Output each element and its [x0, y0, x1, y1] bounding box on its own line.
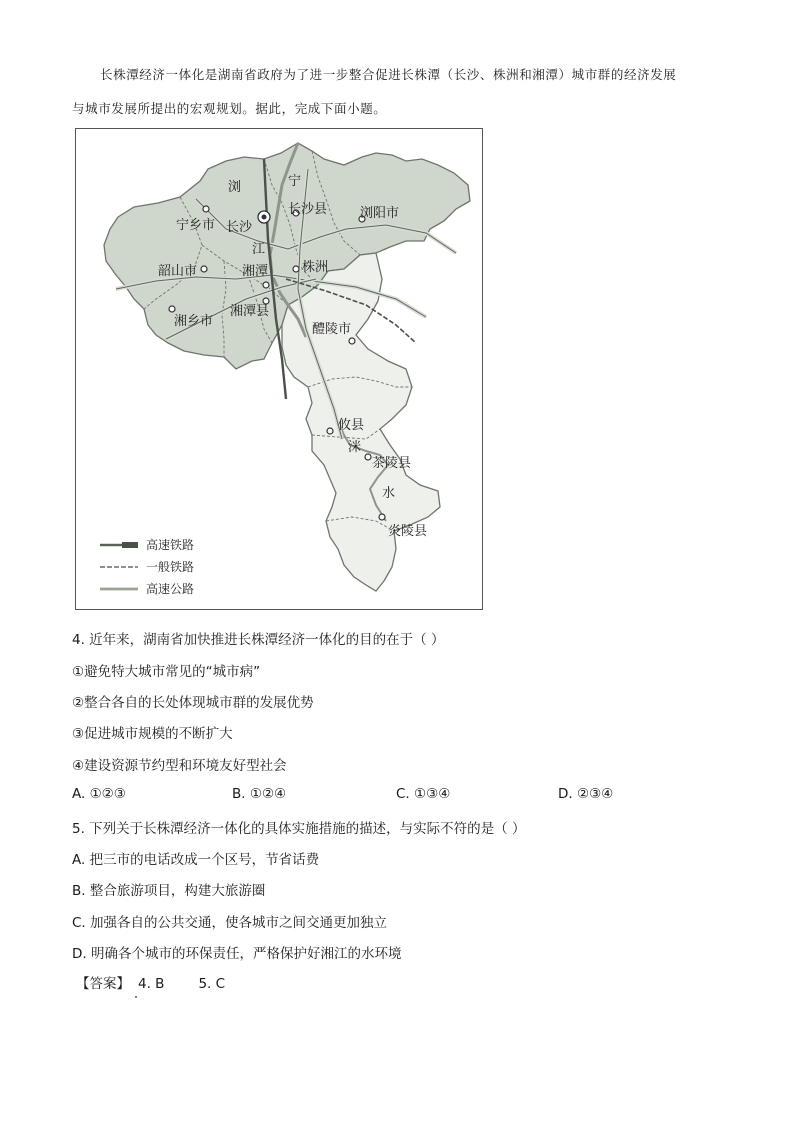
map-label-liling: 醴陵市	[312, 322, 352, 337]
map-label-xiangtan: 湘潭	[242, 264, 269, 279]
city-marker-xiangxiang	[169, 306, 175, 312]
map-legend	[100, 537, 194, 596]
map-label-shaoshan: 韶山市	[158, 264, 198, 279]
map-label-youxian: 攸县	[338, 418, 365, 433]
q5-stem: 5. 下列关于长株潭经济一体化的具体实施措施的描述，与实际不符的是（ ）	[72, 821, 526, 837]
q5-option-a[interactable]: A. 把三市的电话改成一个区号，节省话费	[72, 852, 320, 868]
q4-statement-1: ①避免特大城市常见的“城市病”	[72, 664, 261, 680]
city-marker-yanlingxian	[379, 514, 385, 520]
q5-option-c[interactable]: C. 加强各自的公共交通，使各城市之间交通更加独立	[72, 915, 388, 931]
map-label-changsha: 长沙	[226, 220, 253, 235]
city-marker-shaoshan	[201, 266, 207, 272]
q4-option-a[interactable]: A. ①②③	[72, 786, 126, 802]
q4-option-d[interactable]: D. ②③④	[558, 786, 614, 802]
city-marker-chalingxian	[365, 454, 371, 460]
q4-statement-2: ②整合各自的长处体现城市群的发展优势	[72, 695, 314, 711]
map-label-liuyang: 浏阳市	[360, 206, 400, 221]
map-label-jiang: 江	[252, 242, 266, 257]
map-label-zhu: 洣	[348, 440, 362, 455]
map-label-zhuzhou: 株洲	[302, 260, 329, 275]
map-label-changshaxian: 长沙县	[288, 202, 328, 217]
answer-q5: 5. C	[198, 976, 226, 992]
stray-dot	[135, 996, 137, 998]
city-marker-xiangtan	[263, 282, 269, 288]
city-marker-zhuzhou	[293, 266, 299, 272]
map-label-shui: 水	[382, 486, 396, 501]
map-label-xiangxiang: 湘乡市	[174, 314, 214, 329]
q4-statement-4: ④建设资源节约型和环境友好型社会	[72, 758, 287, 774]
map-svg	[76, 129, 484, 611]
q5-option-d[interactable]: D. 明确各个城市的环保责任，严格保护好湘江的水环境	[72, 946, 402, 962]
q5-option-b[interactable]: B. 整合旅游项目，构建大旅游圈	[72, 883, 266, 899]
map-label-ning: 宁	[288, 174, 302, 189]
city-marker-ningxiang	[203, 206, 209, 212]
answer-q4: 4. B	[138, 976, 165, 992]
map-label-ningxiang: 宁乡市	[176, 218, 216, 233]
map-label-chalingxian: 茶陵县	[372, 456, 412, 471]
intro-line-1: 长株潭经济一体化是湖南省政府为了进一步整合促进长株潭（长沙、株洲和湘潭）城市群的经济发展	[100, 67, 677, 82]
legend-hsr: 高速铁路	[146, 538, 195, 552]
q4-option-c[interactable]: C. ①③④	[396, 786, 451, 802]
city-marker-liling	[349, 338, 355, 344]
map-label-yanlingxian: 炎陵县	[388, 524, 428, 539]
answer-line	[76, 972, 225, 992]
q4-stem: 4. 近年来，湖南省加快推进长株潭经济一体化的目的在于（ ）	[72, 632, 445, 648]
q4-option-b[interactable]: B. ①②④	[232, 786, 287, 802]
map-figure	[75, 128, 483, 610]
map-label-liu: 浏	[228, 180, 242, 195]
legend-rail: 一般铁路	[146, 560, 195, 574]
city-marker-youxian	[327, 428, 333, 434]
map-label-xiangtanxian: 湘潭县	[230, 304, 270, 319]
intro-line-2: 与城市发展所提出的宏观规划。据此，完成下面小题。	[72, 101, 387, 116]
answer-tag: 【答案】	[76, 976, 130, 992]
legend-highway: 高速公路	[146, 582, 195, 596]
q4-statement-3: ③促进城市规模的不断扩大	[72, 726, 233, 742]
